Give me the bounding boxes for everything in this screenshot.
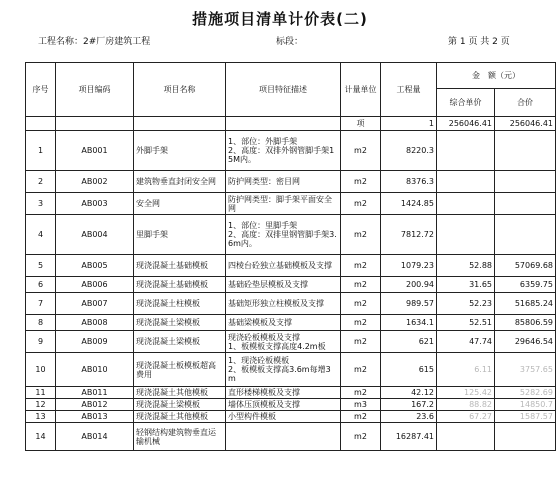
code-cell: AB005 [56,255,134,277]
desc-cell: 1、现浇砼板模板 2、板模板支撑高3.6m每增3m [226,353,341,387]
seq-cell: 5 [26,255,56,277]
unit-price-cell [437,423,495,451]
unit-cell: m2 [341,423,381,451]
name-cell: 现浇混凝土梁模板 [134,399,226,411]
code-cell: AB010 [56,353,134,387]
code-cell: AB009 [56,331,134,353]
table-row [26,315,556,331]
qty-cell: 200.94 [381,277,437,293]
code-cell: AB013 [56,411,134,423]
code-cell: AB006 [56,277,134,293]
desc-cell: 现浇砼板模板及支撑 1、板模板支撑高度4.2m板 [226,331,341,353]
summary-unit: 项 [341,117,381,131]
summary-unit-price: 256046.41 [437,117,495,131]
unit-cell: m2 [341,353,381,387]
total-cell: 6359.75 [495,277,556,293]
seq-cell: 8 [26,315,56,331]
unit-price-cell [437,215,495,255]
unit-price-cell: 31.65 [437,277,495,293]
table-row [26,277,556,293]
name-cell: 外脚手架 [134,131,226,171]
desc-cell: 防护网类型：脚手架平面安全网 [226,193,341,215]
desc-cell: 小型构件模板 [226,411,341,423]
code-cell: AB008 [56,315,134,331]
qty-cell: 42.12 [381,387,437,399]
total-cell: 85806.59 [495,315,556,331]
code-cell: AB001 [56,131,134,171]
table-row [26,399,556,411]
unit-cell: m2 [341,315,381,331]
unit-cell: m2 [341,193,381,215]
name-cell: 现浇混凝土板模板超高费用 [134,353,226,387]
name-cell: 现浇混凝土其他模板 [134,387,226,399]
table-row [26,193,556,215]
project-name: 2#厂房建筑工程 [83,37,151,47]
header-seq: 序号 [26,63,56,117]
total-cell: 29646.54 [495,331,556,353]
name-cell: 现浇混凝土其他模板 [134,411,226,423]
seq-cell: 7 [26,293,56,315]
table-row [26,331,556,353]
header-amount: 金 额（元） [437,63,556,89]
summary-total: 256046.41 [495,117,556,131]
table-body [26,117,556,451]
unit-price-cell: 125.42 [437,387,495,399]
qty-cell: 7812.72 [381,215,437,255]
unit-price-cell: 88.82 [437,399,495,411]
name-cell: 建筑物垂直封闭安全网 [134,171,226,193]
seq-cell: 12 [26,399,56,411]
unit-price-cell [437,171,495,193]
qty-cell: 989.57 [381,293,437,315]
unit-cell: m2 [341,387,381,399]
unit-price-cell: 52.51 [437,315,495,331]
seq-cell: 6 [26,277,56,293]
seq-cell: 13 [26,411,56,423]
total-cell: 5282.69 [495,387,556,399]
code-cell: AB012 [56,399,134,411]
code-cell: AB007 [56,293,134,315]
table-row [26,353,556,387]
qty-cell: 615 [381,353,437,387]
qty-cell: 23.6 [381,411,437,423]
table-row [26,387,556,399]
seq-cell: 4 [26,215,56,255]
seq-cell: 2 [26,171,56,193]
total-cell [495,423,556,451]
total-cell [495,131,556,171]
desc-cell: 基础矩形独立柱模板及支撑 [226,293,341,315]
bill-table [25,62,556,451]
project-label: 工程名称： [38,37,84,47]
summary-row [26,117,556,131]
name-cell: 里脚手架 [134,215,226,255]
qty-cell: 16287.41 [381,423,437,451]
total-cell: 57069.68 [495,255,556,277]
section-label: 标段： [276,37,304,47]
table-row [26,131,556,171]
header-total: 合价 [495,89,556,117]
seq-cell: 10 [26,353,56,387]
qty-cell: 1634.1 [381,315,437,331]
total-cell [495,193,556,215]
table-row [26,171,556,193]
header-code: 项目编码 [56,63,134,117]
qty-cell: 1079.23 [381,255,437,277]
desc-cell: 1、部位：外脚手架 2、高度：双排外钢管脚手架15M内。 [226,131,341,171]
unit-price-cell: 52.88 [437,255,495,277]
name-cell: 现浇混凝土梁模板 [134,315,226,331]
code-cell: AB002 [56,171,134,193]
desc-cell [226,423,341,451]
qty-cell: 621 [381,331,437,353]
unit-cell: m2 [341,411,381,423]
unit-cell: m2 [341,215,381,255]
total-cell: 51685.24 [495,293,556,315]
seq-cell: 11 [26,387,56,399]
table-row [26,293,556,315]
seq-cell: 1 [26,131,56,171]
table-row [26,255,556,277]
code-cell: AB011 [56,387,134,399]
code-cell: AB003 [56,193,134,215]
qty-cell: 1424.85 [381,193,437,215]
table-row [26,411,556,423]
unit-cell: m2 [341,255,381,277]
name-cell: 现浇混凝土柱模板 [134,293,226,315]
name-cell: 安全网 [134,193,226,215]
total-cell: 3757.65 [495,353,556,387]
total-cell [495,171,556,193]
seq-cell: 14 [26,423,56,451]
unit-price-cell: 52.23 [437,293,495,315]
name-cell: 现浇混凝土基础模板 [134,255,226,277]
unit-cell: m3 [341,399,381,411]
total-cell: 14850.7 [495,399,556,411]
unit-price-cell [437,193,495,215]
header-qty: 工程量 [381,63,437,117]
desc-cell: 基础砼垫层模板及支撑 [226,277,341,293]
qty-cell: 8220.3 [381,131,437,171]
unit-cell: m2 [341,131,381,171]
qty-cell: 8376.3 [381,171,437,193]
desc-cell: 防护网类型：密目网 [226,171,341,193]
desc-cell: 基础梁模板及支撑 [226,315,341,331]
unit-cell: m2 [341,277,381,293]
unit-price-cell [437,131,495,171]
total-cell [495,215,556,255]
unit-cell: m2 [341,293,381,315]
page-info: 第 1 页 共 2 页 [448,37,510,47]
unit-price-cell: 6.11 [437,353,495,387]
desc-cell: 1、部位：里脚手架 2、高度：双排里钢管脚手架3.6m内。 [226,215,341,255]
name-cell: 现浇混凝土基础模板 [134,277,226,293]
unit-cell: m2 [341,331,381,353]
page-title: 措施项目清单计价表(二) [192,10,368,28]
unit-price-cell: 47.74 [437,331,495,353]
name-cell: 轻钢结构建筑物垂直运输机械 [134,423,226,451]
code-cell: AB004 [56,215,134,255]
seq-cell: 3 [26,193,56,215]
project-info [38,34,150,47]
unit-price-cell: 67.27 [437,411,495,423]
code-cell: AB014 [56,423,134,451]
header-unit-price: 综合单价 [437,89,495,117]
table-row [26,423,556,451]
total-cell: 1587.57 [495,411,556,423]
qty-cell: 167.2 [381,399,437,411]
header-desc: 项目特征描述 [226,63,341,117]
table-row [26,215,556,255]
desc-cell: 直形楼梯模板及支撑 [226,387,341,399]
summary-qty: 1 [381,117,437,131]
unit-cell: m2 [341,171,381,193]
desc-cell: 墙体压顶模板及支撑 [226,399,341,411]
seq-cell: 9 [26,331,56,353]
desc-cell: 四棱台砼独立基础模板及支撑 [226,255,341,277]
name-cell: 现浇混凝土梁模板 [134,331,226,353]
header-unit: 计量单位 [341,63,381,117]
header-name: 项目名称 [134,63,226,117]
